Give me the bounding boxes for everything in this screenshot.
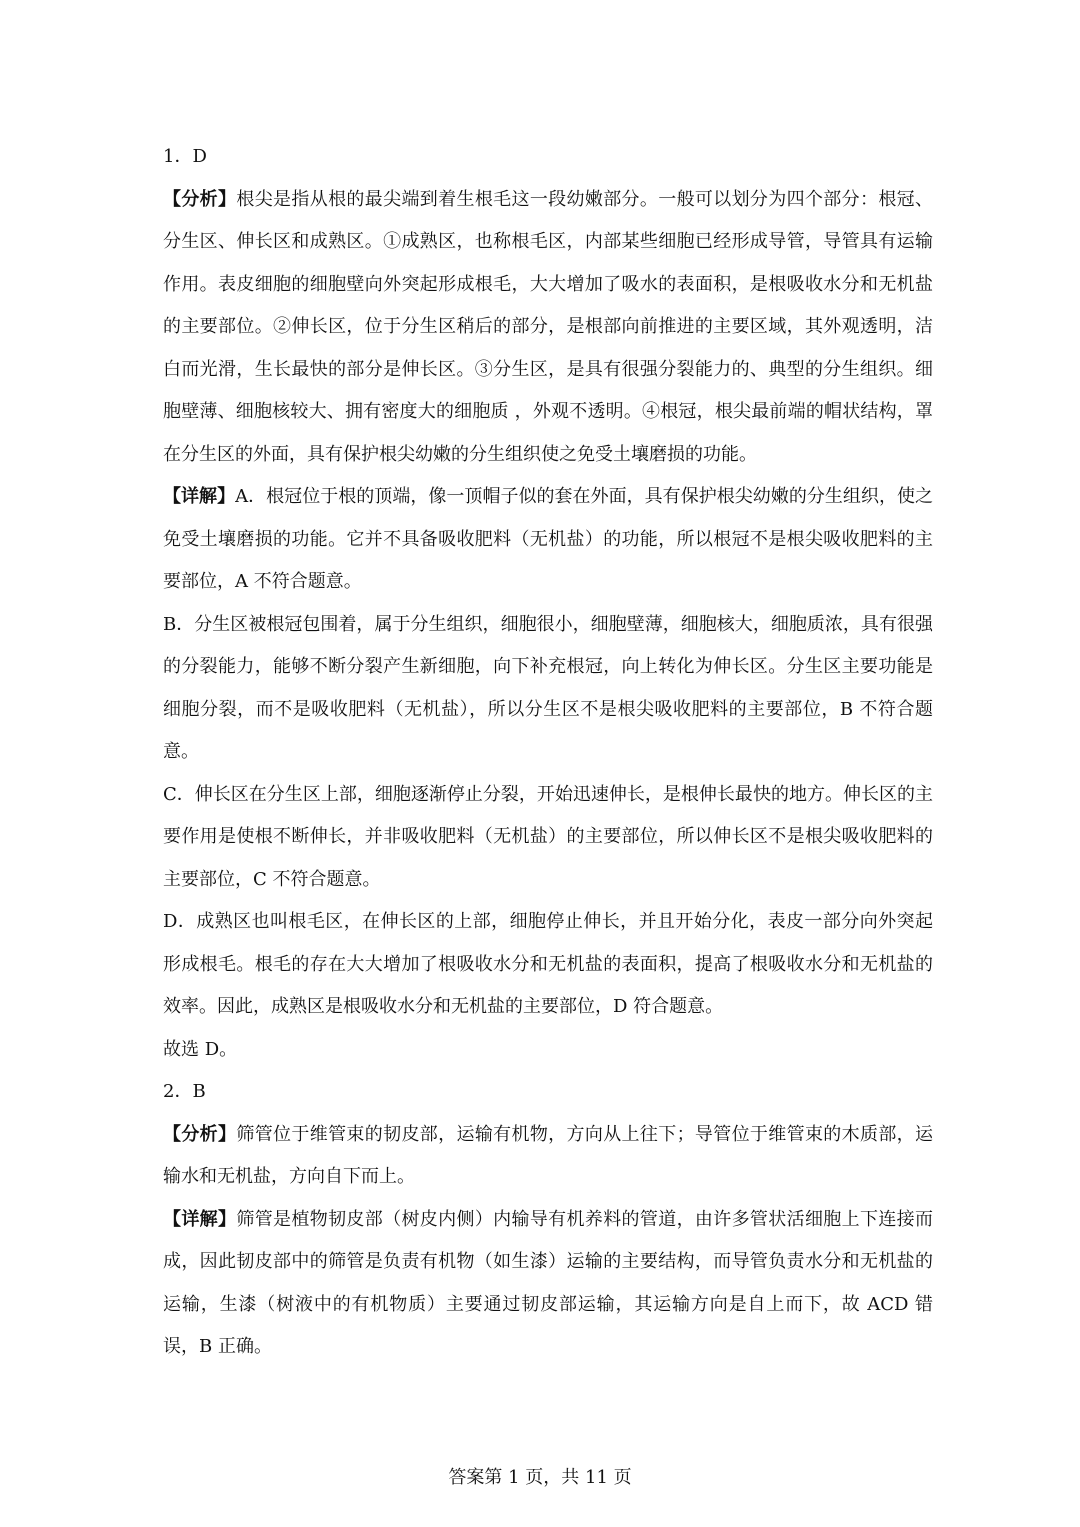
answer-content xyxy=(163,136,933,1369)
question-1-detail-d: D．成熟区也叫根毛区，在伸长区的上部，细胞停止伸长，并且开始分化，表皮一部分向外突起形成根毛。根毛的存在大大增加了根吸收水分和无机盐的表面积，提高了根吸收水分和无机盐的效率。因此，成熟区是根吸收水分和无机盐的主要部位，D 符合题意。 xyxy=(163,911,933,1017)
detail-option-a: A．根冠位于根的顶端，像一顶帽子似的套在外面，具有保护根尖幼嫩的分生组织，使之免受土壤磨损的功能。它并不具备吸收肥料（无机盐）的功能，所以根冠不是根尖吸收肥料的主要部位，A 不符合题意。 xyxy=(163,486,934,592)
question-1-heading: 1．D xyxy=(163,146,207,167)
detail-label: 【详解】 xyxy=(163,486,236,507)
question-1-detail-a xyxy=(163,476,933,604)
question-1-conclusion: 故选 D。 xyxy=(163,1038,238,1060)
question-2-analysis xyxy=(163,1114,933,1199)
question-2-detail xyxy=(163,1199,933,1369)
question-2-heading: 2．B xyxy=(163,1081,206,1102)
question-1-detail-c: C．伸长区在分生区上部，细胞逐渐停止分裂，开始迅速伸长，是根伸长最快的地方。伸长区的主要作用是使根不断伸长，并非吸收肥料（无机盐）的主要部位，所以伸长区不是根尖吸收肥料的主要部位，C 不符合题意。 xyxy=(163,783,933,890)
page-footer: 答案第 1 页，共 11 页 xyxy=(448,1467,632,1488)
detail-text: 筛管是植物韧皮部（树皮内侧）内输导有机养料的管道，由许多管状活细胞上下连接而成，因此韧皮部中的筛管是负责有机物（如生漆）运输的主要结构，而导管负责水分和无机盐的运输，生漆（树液中的有机物质）主要通过韧皮部运输，其运输方向是自上而下，故 ACD 错误，B 正确。 xyxy=(163,1208,934,1357)
analysis-text: 筛管位于维管束的韧皮部，运输有机物，方向从上往下；导管位于维管束的木质部，运输水和无机盐，方向自下而上。 xyxy=(163,1123,934,1187)
question-1-analysis xyxy=(163,179,933,477)
analysis-label: 【分析】 xyxy=(163,1123,237,1145)
analysis-text: 根尖是指从根的最尖端到着生根毛这一段幼嫩部分。一般可以划分为四个部分：根冠、分生区、伸长区和成熟区。①成熟区，也称根毛区，内部某些细胞已经形成导管，导管具有运输作用。表皮细胞的细胞壁向外突起形成根毛，大大增加了吸水的表面积，是根吸收水分和无机盐的主要部位。②伸长区，位于分生区稍后的部分，是根部向前推进的主要区域，其外观透明，洁白而光滑，生长最快的部分是伸长区。③分生区，是具有很强分裂能力的、典型的分生组织。细胞壁薄、细胞核较大、拥有密度大的细胞质 ，外观不透明。④根冠，根尖最前端的帽状结构，罩在分生区的外面，具有保护根尖幼嫩的分生组织使之免受土壤磨损的功能。 xyxy=(163,188,934,465)
detail-label: 【详解】 xyxy=(163,1208,237,1230)
analysis-label: 【分析】 xyxy=(163,188,237,210)
question-1-detail-b: B．分生区被根冠包围着，属于分生组织，细胞很小，细胞壁薄，细胞核大，细胞质浓，具有很强的分裂能力，能够不断分裂产生新细胞，向下补充根冠，向上转化为伸长区。分生区主要功能是细胞分裂，而不是吸收肥料（无机盐），所以分生区不是根尖吸收肥料的主要部位，B 不符合题意。 xyxy=(163,613,933,762)
